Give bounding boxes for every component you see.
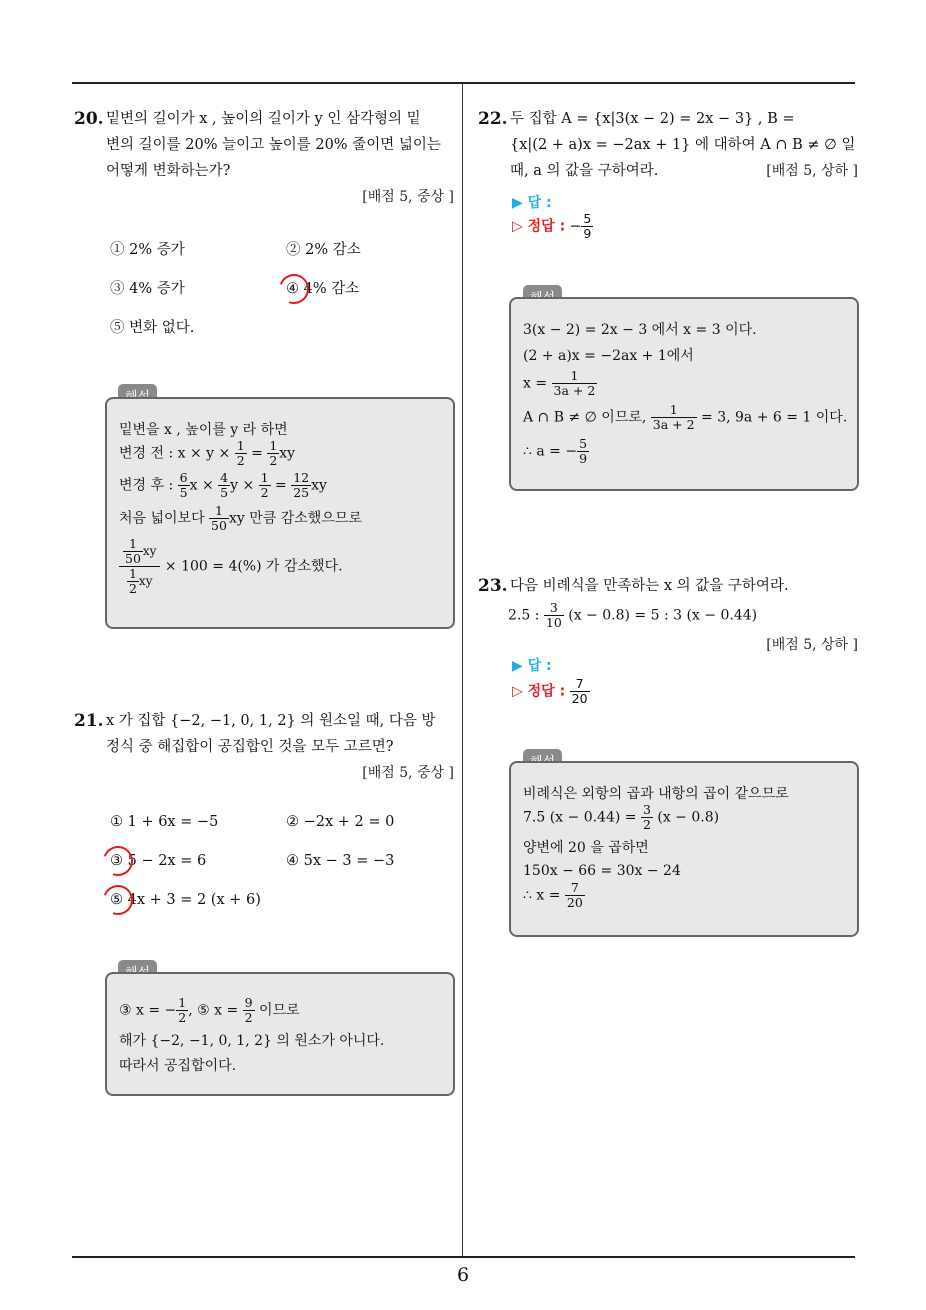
answer-label[interactable]: ▶ 답 : [512,658,552,674]
top-rule [72,82,855,84]
answer-sign: − [569,218,582,235]
correct-answer-label: ▷ 정답 : [512,683,566,700]
exp-text: xy [311,477,327,494]
exp-text: = [246,445,268,462]
option-5[interactable]: ⑤ 변화 없다. [110,320,195,336]
selected-answer-mark [286,281,299,297]
fraction: $\frac{1}{2}$ [178,995,187,1025]
question-text: {x|(2 + a)x = −2ax + 1} 에 대하여 A ∩ B ≠ ∅ 일 [510,137,856,153]
page-number: 6 [456,1264,470,1286]
question-21 [74,708,454,782]
exp-text: (x − 0.8) [652,809,720,826]
option-text: 5 − 2x = 6 [127,853,207,869]
option-text: 4x + 3 = 2 (x + 6) [127,892,261,908]
fraction: $\frac{1}{2}$ [236,438,245,468]
question-text: 정식 중 해집합이 공집합인 것을 모두 고르면? [106,739,394,755]
exp-text: xy [138,574,153,588]
exp-text: x = [523,375,552,392]
exp-line [119,439,295,468]
question-text: 다음 비례식을 만족하는 x 의 값을 구하여라. [510,578,789,594]
question-23 [478,573,858,654]
exp-line: 해가 {−2, −1, 0, 1, 2} 의 원소가 아니다. [119,1033,385,1049]
question-text: 때, a 의 값을 구하여라. [510,163,659,179]
exp-text: 이므로 [254,1002,300,1019]
equation-text: (x − 0.8) = 5 : 3 (x − 0.44) [563,607,758,624]
exp-line [523,803,719,832]
explanation-box [509,297,859,491]
exp-line: 따라서 공집합이다. [119,1058,237,1074]
exp-line: 비례식은 외항의 곱과 내항의 곱이 같으므로 [523,786,789,802]
exp-text: = 3, 9a + 6 = 1 이다. [696,409,848,426]
option-4[interactable] [286,277,359,298]
exp-text: ∴ x = [523,887,565,904]
score-label: [배점 5, 상하 ] [766,163,858,179]
exp-line: 3(x − 2) = 2x − 3 에서 x = 3 이다. [523,322,757,338]
correct-answer-label: ▷ 정답 : [512,218,566,235]
fraction: $\frac{5}{9}$ [579,436,588,466]
fraction: $\frac{1}{3a + 2}$ [652,402,695,432]
exp-text: 7.5 (x − 0.44) = [523,809,641,826]
bottom-rule [72,1256,855,1258]
compound-fraction [119,537,160,596]
fraction: $\frac{6}{5}$ [179,470,188,500]
question-number: 22. [478,109,508,129]
exp-line [523,403,847,432]
question-text: x 가 집합 {−2, −1, 0, 1, 2} 의 원소일 때, 다음 방 [106,713,436,729]
exp-text: 변경 전 : x × y × [119,445,235,462]
selected-answer-mark [110,892,123,908]
exp-text: = [270,477,292,494]
question-number: 21. [74,711,104,731]
fraction: $\frac{1}{2}$ [260,470,269,500]
fraction: $\frac{1}{50}$ [211,503,227,533]
exp-text: xy [279,445,296,462]
equation-text: 2.5 : [508,607,544,624]
explanation-box [105,397,455,629]
exp-text: xy [142,544,157,558]
explanation-box [509,761,859,937]
option-2[interactable]: ② 2% 감소 [286,242,361,258]
option-number: ④ [286,281,299,297]
exp-text: y × [230,477,259,494]
question-number: 20. [74,109,104,129]
exp-line: 밑변을 x , 높이를 y 라 하면 [119,422,288,438]
fraction: $\frac{1}{2}$ [128,566,137,596]
exp-text: ③ x = − [119,1002,177,1019]
fraction: $\frac{3}{10}$ [545,600,562,630]
fraction: $\frac{1}{3a + 2}$ [553,368,596,398]
exp-line [119,996,300,1025]
question-20 [74,106,454,206]
option-3[interactable] [110,853,206,869]
exp-line [523,369,597,398]
fraction: $\frac{3}{2}$ [642,802,651,832]
score-label: [배점 5, 중상 ] [362,189,454,205]
option-number: ⑤ [110,892,123,908]
exp-text: × 100 = 4(%) 가 감소했다. [164,558,343,575]
question-text: 밑변의 길이가 x , 높이의 길이가 y 인 삼각형의 밑 [106,111,421,127]
proportion-equation [508,601,858,630]
question-22 [478,106,858,184]
exp-text: ∴ a = − [523,443,578,460]
fraction: $\frac{9}{2}$ [244,995,253,1025]
exp-line: 양변에 20 을 곱하면 [523,840,649,856]
answer-fraction: $\frac{5}{9}$ [583,211,592,241]
exp-line: 150x − 66 = 30x − 24 [523,863,681,879]
option-1[interactable]: ① 1 + 6x = −5 [110,814,219,830]
question-number: 23. [478,576,508,596]
fraction: $\frac{1}{50}$ [125,536,141,566]
exp-text: 변경 후 : [119,477,178,494]
answer-label[interactable]: ▶ 답 : [512,195,552,211]
question-text: 변의 길이를 20% 늘이고 높이를 20% 줄이면 넓이는 [106,137,441,153]
option-3[interactable]: ③ 4% 증가 [110,281,185,297]
score-label: [배점 5, 상하 ] [766,637,858,653]
option-text: 4% 감소 [303,281,360,297]
exp-text: , ⑤ x = [188,1002,243,1019]
fraction: $\frac{4}{5}$ [220,470,229,500]
correct-answer [512,212,593,241]
score-label: [배점 5, 중상 ] [362,765,454,781]
answer-fraction: $\frac{7}{20}$ [571,676,588,706]
exp-line [119,471,327,500]
exp-text: xy 만큼 감소했으므로 [228,510,362,527]
exp-text: x × [189,477,219,494]
option-5[interactable] [110,892,261,908]
correct-answer [512,677,590,706]
fraction: $\frac{1}{2}$ [269,438,278,468]
explanation-box [105,972,455,1096]
exp-line [523,437,589,466]
exp-text: 처음 넓이보다 [119,510,210,527]
question-text: 어떻게 변화하는가? [106,163,231,179]
exp-line [119,537,343,596]
fraction: $\frac{12}{25}$ [293,470,310,500]
option-number: ③ [110,853,123,869]
exp-line [119,504,362,533]
exp-line: (2 + a)x = −2ax + 1에서 [523,348,694,364]
selected-answer-mark [110,853,123,869]
fraction: $\frac{7}{20}$ [566,880,583,910]
option-4[interactable]: ④ 5x − 3 = −3 [286,853,395,869]
exp-line [523,881,585,910]
question-text: 두 집합 A = {x|3(x − 2) = 2x − 3} , B = [510,111,795,127]
column-divider [462,84,463,1258]
option-2[interactable]: ② −2x + 2 = 0 [286,814,395,830]
exp-text: A ∩ B ≠ ∅ 이므로, [523,409,651,426]
option-1[interactable]: ① 2% 증가 [110,242,185,258]
